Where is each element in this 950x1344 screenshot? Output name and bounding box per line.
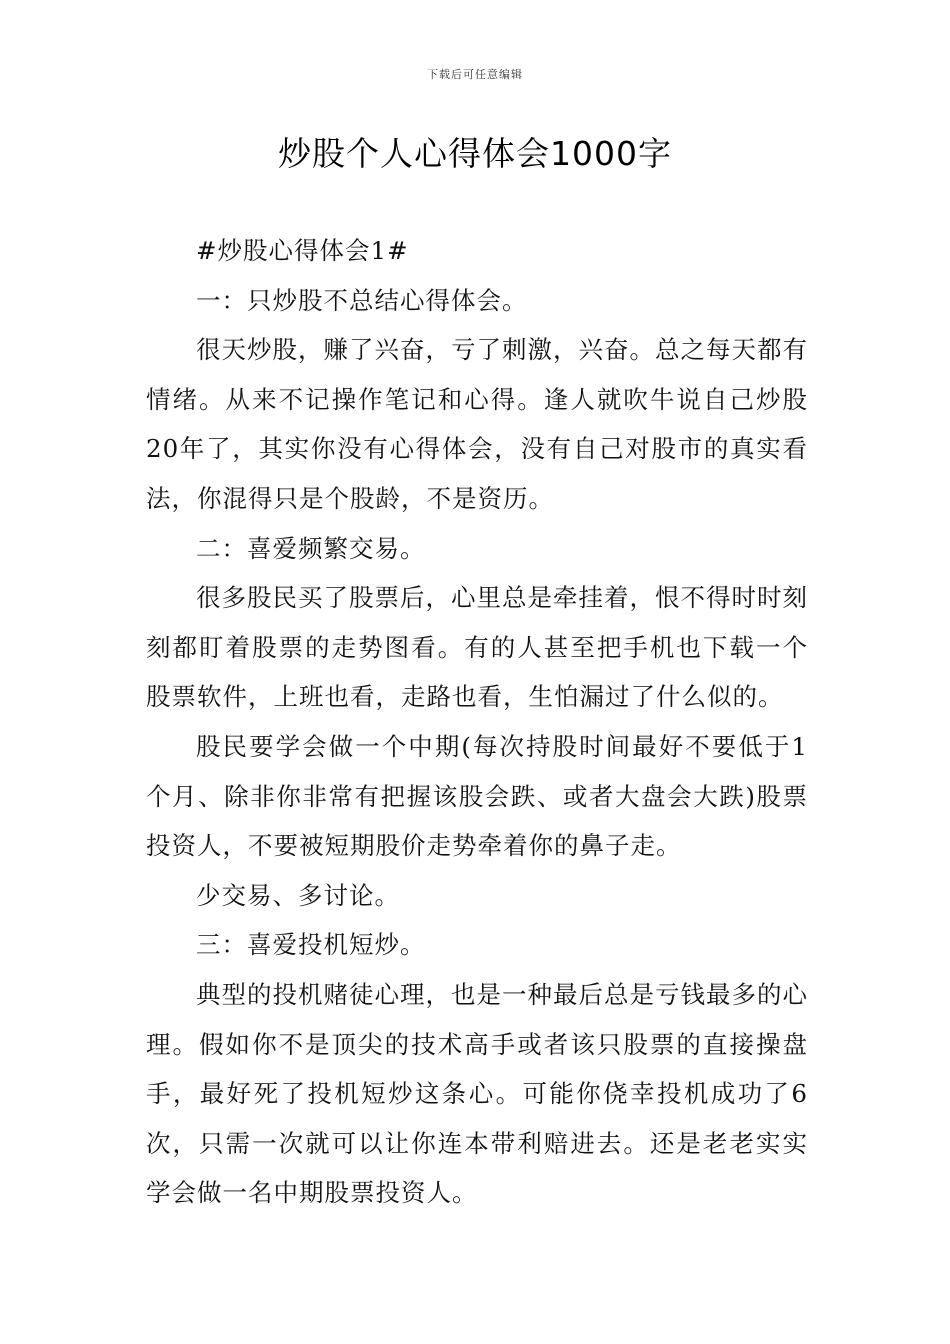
paragraph-section-heading: #炒股心得体会1# [196,236,409,265]
paragraph-point-two-body: 很多股民买了股票后，心里总是牵挂着，恨不得时时刻刻都盯着股票的走势图看。有的人甚至把手机也下载一个股票软件，上班也看，走路也看，生怕漏过了什么似的。 [146,583,808,712]
document-body [146,226,808,1218]
header-note: 下载后可任意编辑 [427,68,523,81]
paragraph-point-two-heading: 二：喜爱频繁交易。 [196,533,426,563]
paragraph-point-three-body: 典型的投机赌徒心理，也是一种最后总是亏钱最多的心理。假如你不是顶尖的技术高手或者该只股票的直接操盘手，最好死了投机短炒这条心。可能你侥幸投机成功了6次，只需一次就可以让你连本带利赔进去。还是老老实实学会做一名中期股票投资人。 [146,979,808,1208]
paragraph-point-three-heading: 三：喜爱投机短炒。 [196,930,426,960]
paragraph-point-one-heading: 一：只炒股不总结心得体会。 [196,285,528,315]
paragraph-point-two-advice: 股民要学会做一个中期(每次持股时间最好不要低于1个月、除非你非常有把握该股会跌、或者大盘会大跌)股票投资人，不要被短期股价走势牵着你的鼻子走。 [146,731,808,861]
paragraph-point-two-summary: 少交易、多讨论。 [196,880,400,910]
document-title: 炒股个人心得体会1000字 [278,134,672,173]
paragraph-point-one-body: 很天炒股，赚了兴奋，亏了刺激，兴奋。总之每天都有情绪。从来不记操作笔记和心得。逢人就吹牛说自己炒股20年了，其实你没有心得体会，没有自己对股市的真实看法，你混得只是个股龄，不是资历。 [146,335,808,513]
